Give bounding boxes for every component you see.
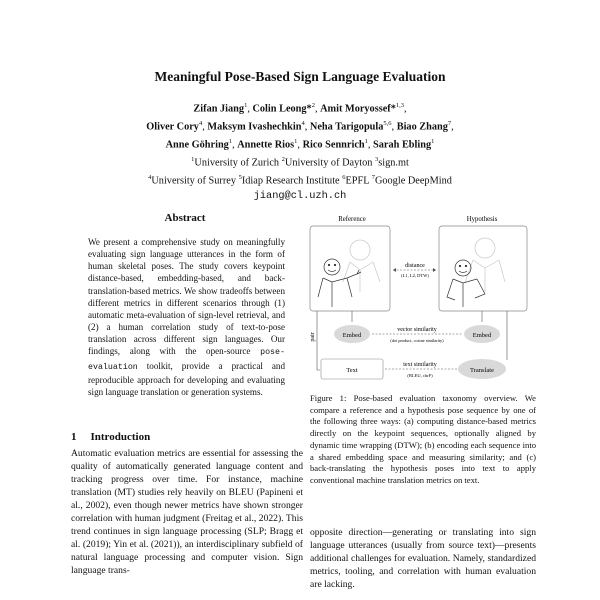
abstract-part: toolkit, provide a practical and reproducible approach for developing and evaluating sign language translation or generation systems. [88, 360, 285, 397]
section-title: Introduction [90, 431, 151, 443]
label-distance-sub: (L1, L2, DTW) [401, 273, 429, 278]
abstract-part: We present a comprehensive study on meaningfully evaluating sign language utterances in the form of human skeletal poses. The study covers keypoint distance-based, embedding-based, and back-translation-based metrics. We show tradeoffs between different metrics in different scenarios through (1) automatic meta-evaluation of sign-level retrieval, and (2) a human correlation study of text-to-pose translation across different sign languages. Our findings, along with the open-source [88, 237, 285, 357]
label-text-similarity-sub: (BLEU, chrF) [407, 373, 433, 378]
toolkit-name: pose-evaluation [88, 348, 285, 372]
label-pair: pair [310, 332, 316, 342]
author-sup: 1,3 [395, 102, 404, 109]
author-line-1: Zifan Jiang$^1$, Colin Leong*$^2$, Amit Moryossef*$^{1,3}$, [193, 102, 407, 115]
section-heading [71, 431, 150, 443]
author-name: Neha Tarigopula [309, 121, 384, 133]
label-text-similarity: text similarity [403, 362, 437, 368]
paper-title: Meaningful Pose-Based Sign Language Evaluation [154, 69, 446, 84]
author-sup: 1 [244, 102, 248, 109]
label-hypothesis: Hypothesis [466, 216, 498, 223]
author-sup: 5,6 [383, 120, 392, 128]
author-block [40, 99, 560, 204]
affiliation-line-2: $^4$University of Surrey $^5$Idiap Research Institute $^6$EPFL $^7$Google DeepMind [148, 174, 452, 187]
section-number: 1 [71, 431, 77, 443]
author-name: Biao Zhang [396, 121, 448, 133]
label-reference: Reference [338, 216, 366, 223]
author-line-3: Anne Göhring$^1$, Annette Rios$^1$, Rico Sennrich$^1$, Sarah Ebling$^1$ [165, 138, 435, 151]
intro-paragraph: Automatic evaluation metrics are essential for assessing the quality of automatically generated language content and tracking progress over time. For instance, machine translation (MT) studies rely heavily on BLEU (Papineni et al., 2002), even though newer metrics have shown stronger correlation with human judgment (Freitag et al., 2022). This trend continues in sign language processing (SLP; Bragg et al. (2019); Yin et al. (2021)), an interdisciplinary subfield of natural language processing and computer vision. Sign language trans- [71, 448, 303, 576]
right-column-paragraph: opposite direction—generating or translating into sign language utterances (usually from source text)—presents additional challenges for evaluation. Namely, standardized metrics, tooling, and correlation with human evaluation are lacking. [310, 527, 536, 590]
affiliation: Idiap Research Institute [241, 175, 340, 187]
label-translate: Translate [470, 367, 494, 374]
label-distance: distance [405, 263, 425, 269]
author-name: Zifan Jiang [193, 103, 245, 115]
affiliation-line-1: $^1$University of Zurich $^2$University of Dayton $^3$sign.mt [191, 156, 409, 169]
abstract-heading: Abstract [164, 212, 206, 224]
figure-caption: Figure 1: Pose-based evaluation taxonomy overview. We compare a reference and a hypothesis pose sequence by one of the following three ways: (a) computing distance-based metrics directly on the keypoint sequences, optionally aligned by dynamic time wrapping (DTW); (b) encoding each sequence into a shared embedding space and measuring similarity; and (c) back-translating the hypothesis poses into text to apply conventional machine translation metrics on text. [310, 393, 536, 485]
author-sup: 1 [364, 138, 368, 146]
author-name: Annette Rios [237, 139, 295, 151]
label-text: Text [346, 367, 358, 374]
affiliation: sign.mt [378, 157, 409, 169]
author-sup: 7 [447, 120, 452, 128]
affiliation: EPFL [345, 175, 370, 187]
author-sup: 4 [301, 120, 305, 128]
author-sup: 2 [311, 102, 315, 109]
author-line-2: Oliver Cory$^4$, Maksym Ivashechkin$^4$, Neha Tarigopula$^{5,6}$, Biao Zhang$^7$, [146, 120, 454, 133]
author-name: Amit Moryossef* [320, 103, 396, 115]
author-sup: 1 [431, 138, 435, 146]
affiliation: University of Dayton [284, 157, 373, 169]
author-sup: 4 [198, 120, 203, 128]
author-name: Oliver Cory [146, 121, 199, 133]
label-embed-left: Embed [342, 332, 362, 339]
author-name: Colin Leong* [252, 103, 312, 115]
affiliation: University of Surrey [151, 175, 237, 187]
author-sup: 1 [228, 138, 233, 146]
author-name: Anne Göhring [165, 139, 229, 151]
reference-pose-box [310, 226, 390, 311]
hypothesis-pose-box [439, 226, 527, 311]
label-embed-right: Embed [472, 332, 492, 339]
contact-email[interactable]: jiang@cl.uzh.ch [253, 190, 347, 203]
pair-bracket [317, 311, 320, 370]
affiliation: University of Zurich [194, 157, 280, 169]
label-vector-similarity: vector similarity [397, 327, 437, 333]
author-sup: 1 [294, 138, 298, 146]
label-vector-similarity-sub: (dot product, cosine similarity) [390, 338, 444, 343]
affiliation: Google DeepMind [374, 175, 452, 187]
author-name: Sarah Ebling [373, 139, 432, 151]
abstract-text [88, 236, 285, 398]
author-name: Maksym Ivashechkin [207, 121, 302, 133]
author-name: Rico Sennrich [302, 139, 365, 151]
